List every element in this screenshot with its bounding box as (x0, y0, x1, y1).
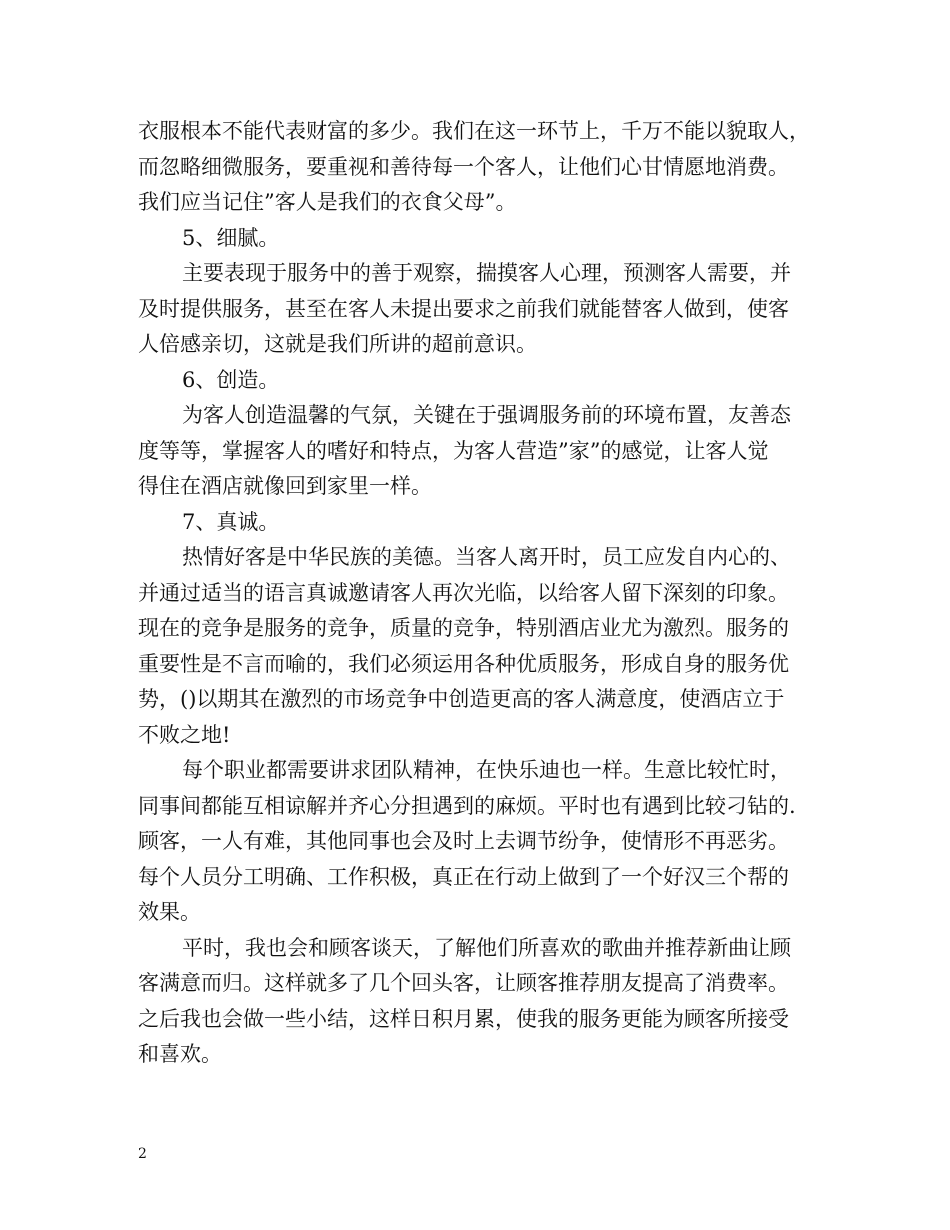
text-line: 主要表现于服务中的善于观察，揣摸客人心理，预测客人需要，并 (182, 261, 791, 285)
paragraph-1 (138, 114, 818, 221)
document-body (138, 114, 818, 1073)
section-heading: 7、真诚。 (182, 509, 280, 534)
heading-5 (138, 221, 818, 257)
text-line: 之后我也会做一些小结，这样日积月累，使我的服务更能为顾客所接受 (138, 1006, 789, 1031)
page-number: 2 (138, 1146, 147, 1162)
paragraph-5 (138, 753, 818, 931)
text-line: 得住在酒店就像回到家里一样。 (138, 474, 432, 498)
text-line: 度等等，掌握客人的嗜好和特点，为客人营造”家”的感觉，让客人觉 (138, 438, 769, 463)
text-line: 我们应当记住”客人是我们的衣食父母”。 (138, 190, 517, 214)
text-line: 平时，我也会和顾客谈天，了解他们所喜欢的歌曲并推荐新曲让顾 (182, 935, 791, 960)
heading-6 (138, 363, 818, 399)
text-line: 和喜欢。 (138, 1042, 222, 1066)
paragraph-2 (138, 256, 818, 363)
paragraph-3 (138, 398, 818, 505)
text-line: 衣服根本不能代表财富的多少。我们在这一环节上，千万不能以貌取人， (138, 119, 810, 143)
text-line: 而忽略细微服务，要重视和善待每一个客人，让他们心甘情愿地消费。 (138, 154, 789, 179)
text-line: 热情好客是中华民族的美德。当客人离开时，员工应发自内心的、 (182, 545, 791, 569)
paragraph-4 (138, 540, 818, 753)
text-line: 效果。 (138, 900, 201, 924)
text-line: 并通过适当的语言真诚邀请客人再次光临，以给客人留下深刻的印象。 (138, 580, 789, 605)
text-line: 为客人创造温馨的气氛，关键在于强调服务前的环境布置，友善态 (182, 403, 791, 427)
section-heading: 6、创造。 (182, 367, 280, 392)
text-line: 每个人员分工明确、工作积极，真正在行动上做到了一个好汉三个帮的 (138, 864, 789, 889)
text-line: 同事间都能互相谅解并齐心分担遇到的麻烦。平时也有遇到比较刁钻的. (138, 793, 796, 818)
section-heading: 5、细腻。 (182, 225, 280, 250)
text-line: 势，()以期其在激烈的市场竞争中创造更高的客人满意度，使酒店立于 (138, 687, 785, 711)
text-line: 现在的竞争是服务的竞争，质量的竞争，特别酒店业尤为激烈。服务的 (138, 616, 789, 640)
heading-7 (138, 505, 818, 541)
paragraph-6 (138, 931, 818, 1073)
text-line: 及时提供服务，甚至在客人未提出要求之前我们就能替客人做到，使客 (138, 296, 789, 321)
text-line: 不败之地! (138, 722, 231, 747)
text-line: 每个职业都需要讲求团队精神，在快乐迪也一样。生意比较忙时， (182, 758, 791, 782)
text-line: 客满意而归。这样就多了几个回头客，让顾客推荐朋友提高了消费率。 (138, 971, 789, 995)
text-line: 人倍感亲切，这就是我们所讲的超前意识。 (138, 332, 537, 356)
text-line: 重要性是不言而喻的，我们必须运用各种优质服务，形成自身的服务优 (138, 651, 789, 676)
text-line: 顾客，一人有难，其他同事也会及时上去调节纷争，使情形不再恶劣。 (138, 829, 789, 853)
